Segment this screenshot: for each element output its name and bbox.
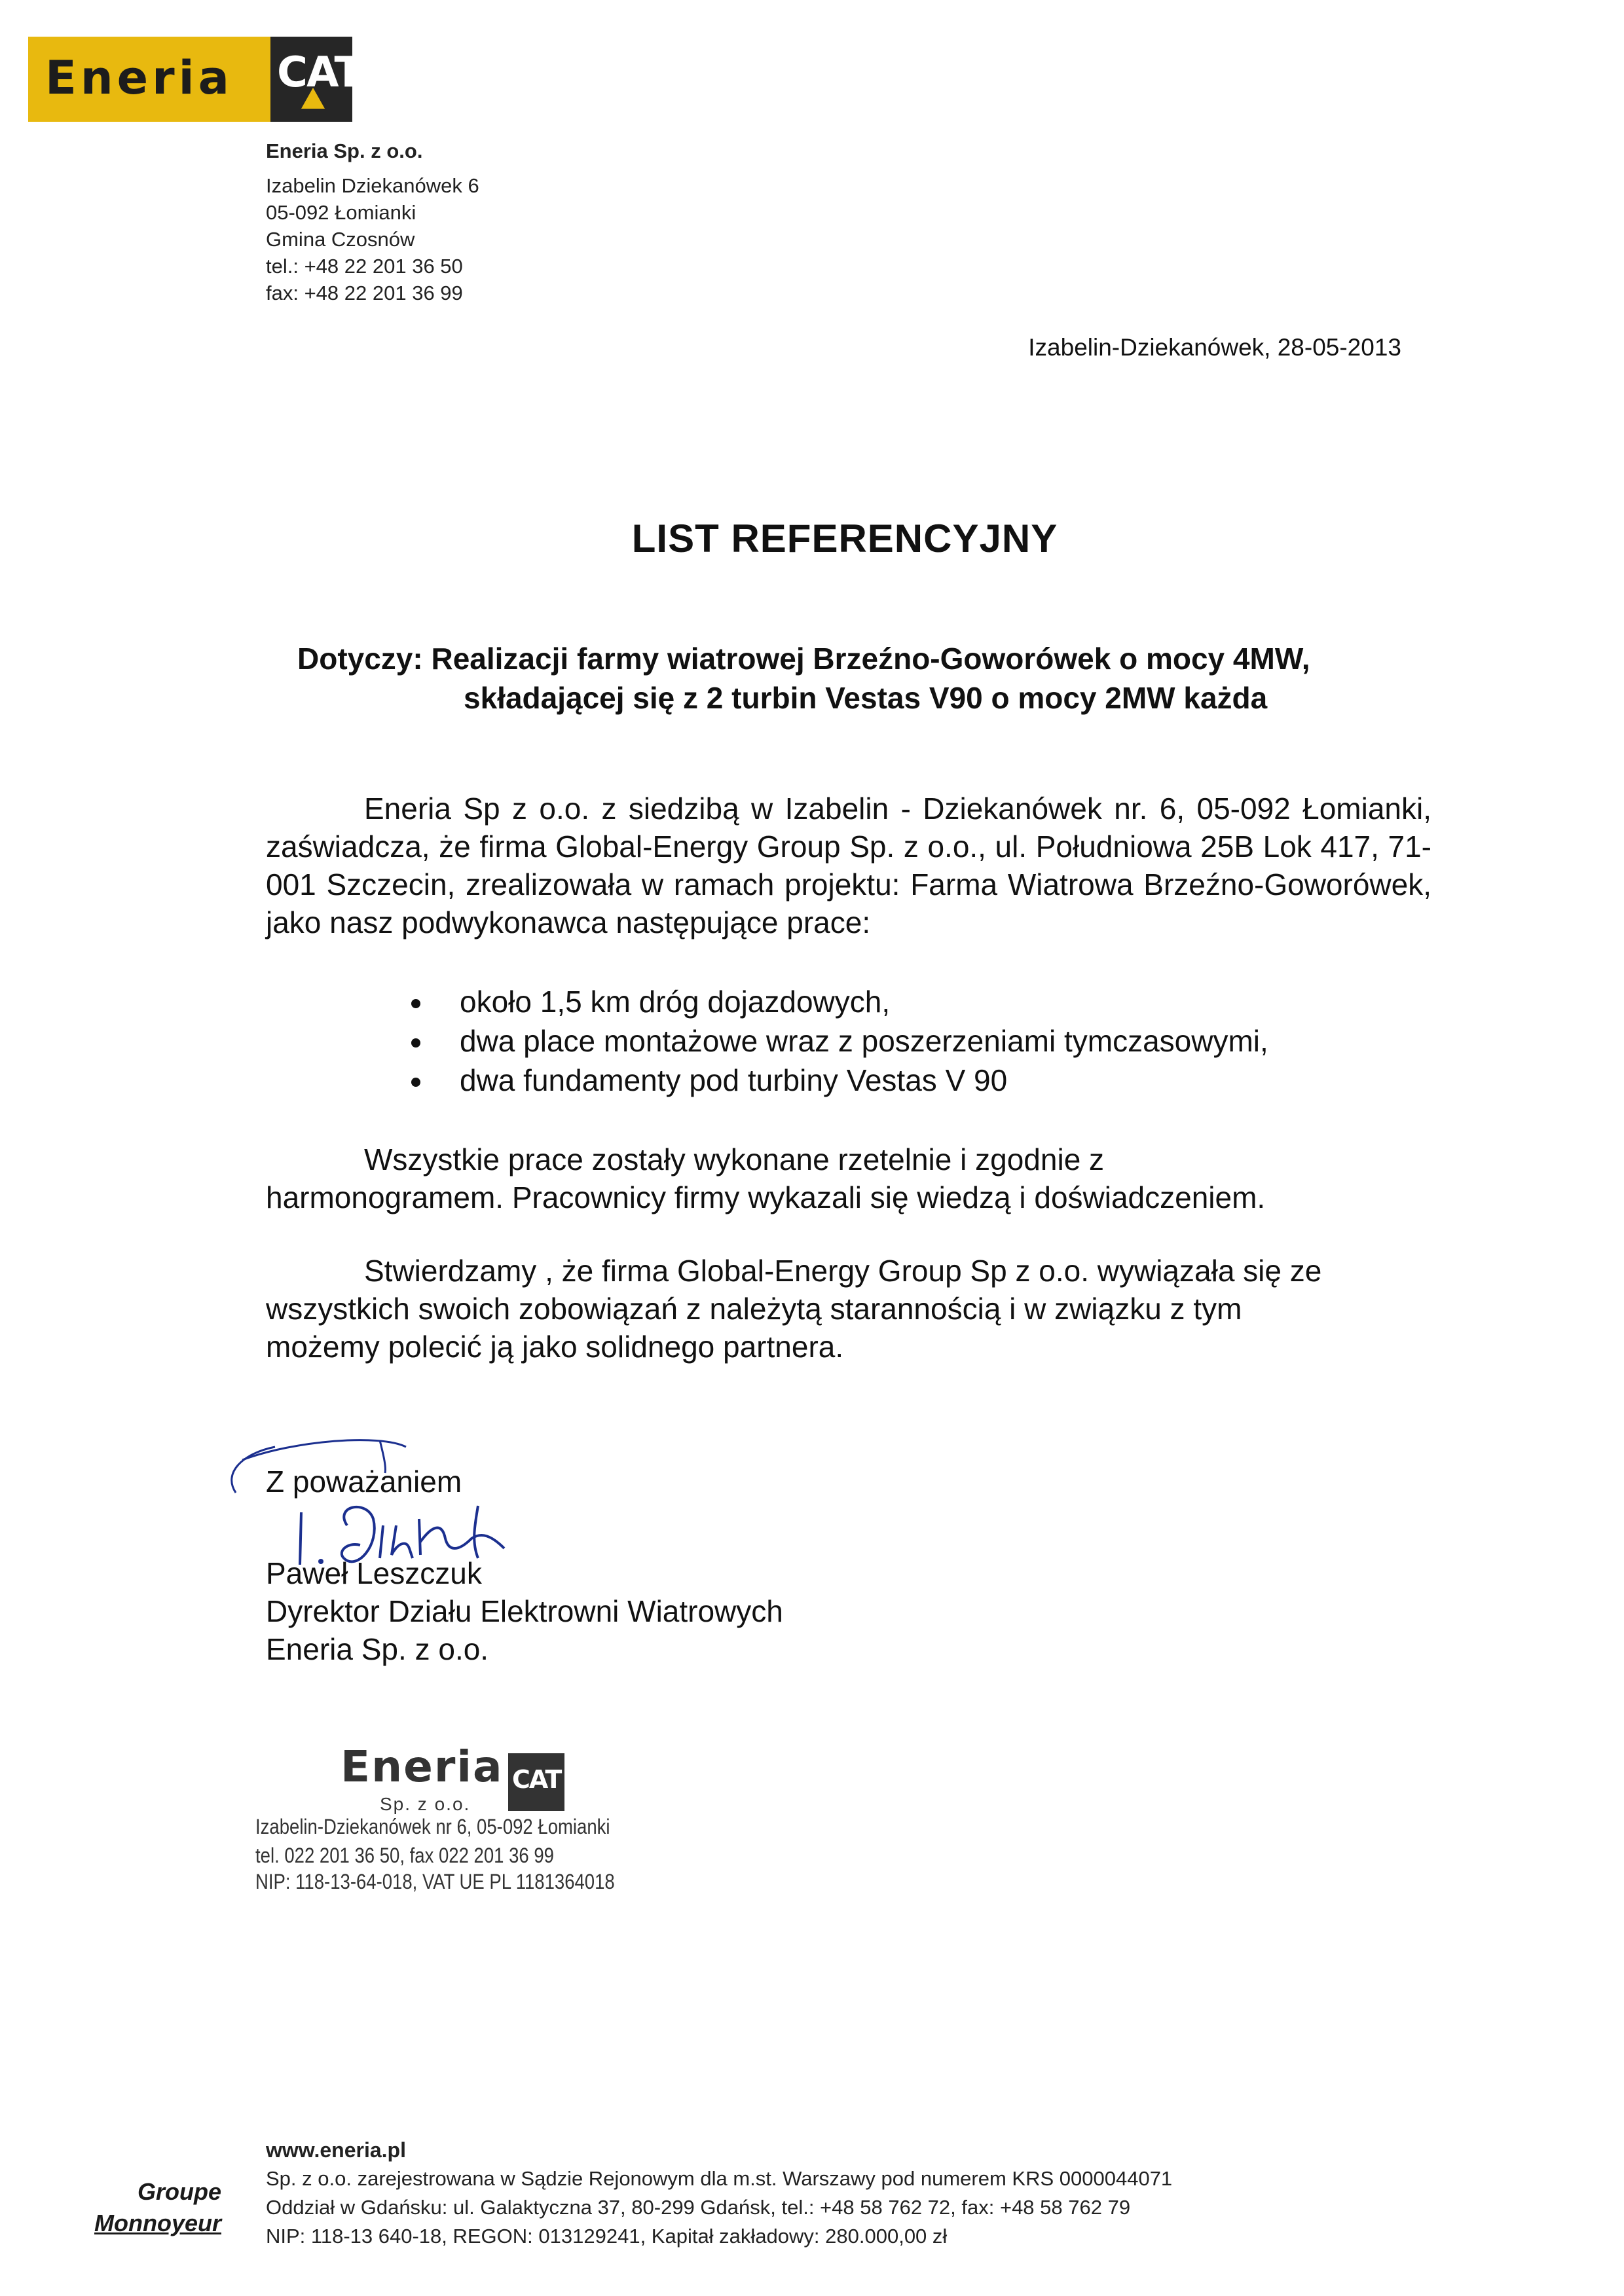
paragraph-line: Wszystkie prace zostały wykonane rzetelnie i zgodnie z xyxy=(364,1142,1105,1176)
group-name: Monnoyeur xyxy=(94,2210,221,2236)
body-paragraph xyxy=(266,1140,1431,1216)
paragraph-line: harmonogramem. Pracownicy firmy wykazali się wiedzą i doświadczeniem. xyxy=(266,1180,1266,1214)
sender-address-line: Izabelin Dziekanówek 6 xyxy=(266,174,479,197)
footer xyxy=(266,2136,1172,2251)
footer-line: Oddział w Gdańsku: ul. Galaktyczna 37, 80-299 Gdańsk, tel.: +48 58 762 72, fax: +48 58 762 79 xyxy=(266,2196,1131,2219)
company-stamp xyxy=(249,1741,681,1899)
list-item: około 1,5 km dróg dojazdowych, xyxy=(406,982,1268,1021)
footer-line: Sp. z o.o. zarejestrowana w Sądzie Rejonowym dla m.st. Warszawy pod numerem KRS 0000044071 xyxy=(266,2167,1173,2190)
signer-company: Eneria Sp. z o.o. xyxy=(266,1632,489,1666)
work-list xyxy=(406,982,1268,1100)
sender-fax: fax: +48 22 201 36 99 xyxy=(266,282,463,304)
cat-logo-icon xyxy=(270,37,362,122)
list-item: dwa place montażowe wraz z poszerzeniami tymczasowymi, xyxy=(406,1021,1268,1061)
document-title: LIST REFERENCYJNY xyxy=(631,517,1058,560)
place-date: Izabelin-Dziekanówek, 28-05-2013 xyxy=(1028,334,1401,361)
footer-line: NIP: 118-13 640-18, REGON: 013129241, Kapitał zakładowy: 280.000,00 zł xyxy=(266,2225,948,2248)
stamp-brand: Eneria xyxy=(341,1741,504,1792)
signoff xyxy=(266,1463,783,1668)
stamp-sp: Sp. z o.o. xyxy=(380,1794,471,1814)
list-item: dwa fundamenty pod turbiny Vestas V 90 xyxy=(406,1061,1268,1100)
body-paragraph: Eneria Sp z o.o. z siedzibą w Izabelin - Dziekanówek nr. 6, 05-092 Łomianki, zaświadcza, że firma Global-Energy Group Sp. z o.o., ul. Południowa 25B Lok 417, 71-001 Szczecin, zrealizowała w ramach projektu: Farma Wiatrowa Brzeźno-Goworówek, jako nasz podwykonawca następujące prace: xyxy=(266,792,1431,939)
subject-line: Dotyczy: Realizacji farmy wiatrowej Brzeźno-Goworówek o mocy 4MW, xyxy=(297,642,1310,676)
paragraph-line: możemy polecić ją jako solidnego partnera. xyxy=(266,1330,844,1364)
sender-tel: tel.: +48 22 201 36 50 xyxy=(266,255,463,278)
stamp-line: NIP: 118-13-64-018, VAT UE PL 1181364018 xyxy=(255,1870,615,1893)
paragraph-line: wszystkich swoich zobowiązań z należytą starannością i w związku z tym xyxy=(266,1292,1242,1326)
sender-address xyxy=(266,137,479,306)
paragraph-line: Stwierdzamy , że firma Global-Energy Group Sp z o.o. wywiązała się ze xyxy=(364,1254,1322,1288)
subject-line: składającej się z 2 turbin Vestas V90 o mocy 2MW każda xyxy=(464,681,1268,715)
stamp-cat-icon xyxy=(508,1753,564,1811)
cat-logo-text: CAT xyxy=(277,48,362,97)
stamp-line: tel. 022 201 36 50, fax 022 201 36 99 xyxy=(255,1844,554,1867)
signer-position: Dyrektor Działu Elektrowni Wiatrowych xyxy=(266,1594,783,1628)
sender-address-line: Gmina Czosnów xyxy=(266,228,415,251)
body-paragraph xyxy=(266,1252,1431,1366)
sender-address-line: 05-092 Łomianki xyxy=(266,201,416,224)
cat-triangle-icon xyxy=(301,88,325,109)
groupe-monnoyeur xyxy=(69,2176,221,2239)
stamp-line: Izabelin-Dziekanówek nr 6, 05-092 Łomianki xyxy=(255,1815,610,1838)
sender-company: Eneria Sp. z o.o. xyxy=(266,139,423,162)
signer-name: Paweł Leszczuk xyxy=(266,1556,482,1590)
closing: Z poważaniem xyxy=(266,1465,462,1499)
stamp-cat-text: CAT xyxy=(512,1765,561,1794)
website-link[interactable]: www.eneria.pl xyxy=(266,2138,406,2162)
eneria-cat-logo xyxy=(28,37,362,122)
group-label: Groupe xyxy=(137,2178,221,2205)
subject xyxy=(297,639,1310,718)
logo-brand: Eneria xyxy=(45,51,233,105)
